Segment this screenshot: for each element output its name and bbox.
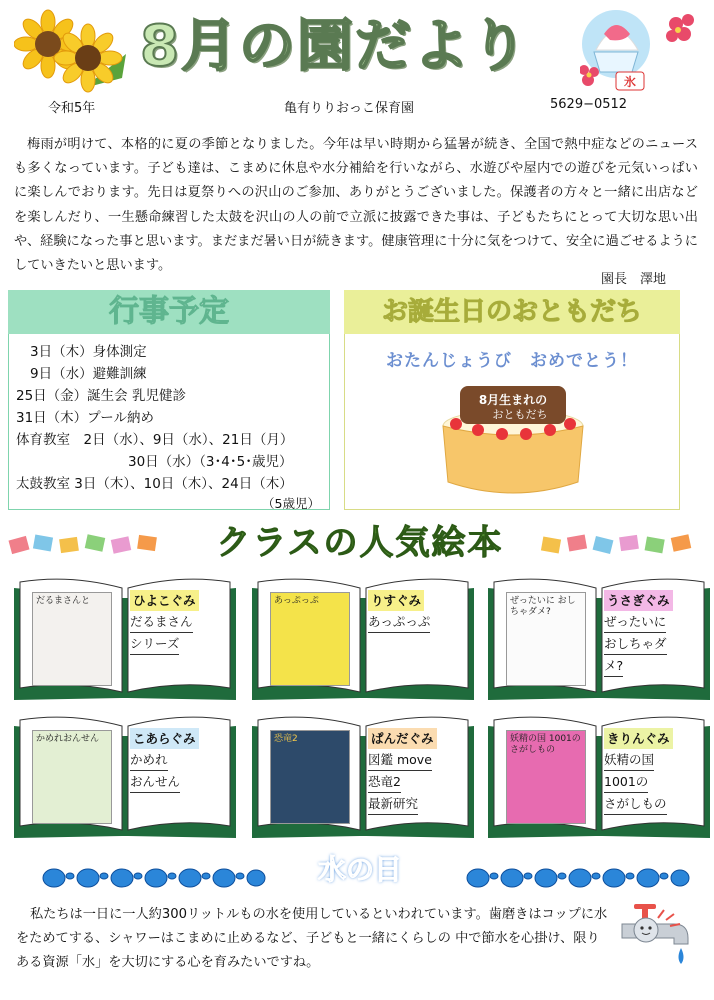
book-info bbox=[604, 728, 694, 815]
event-item: 25日（金）誕生会 乳児健診 bbox=[16, 388, 186, 404]
page-title: 8月の園だより bbox=[140, 14, 529, 79]
event-item: （5歳児） bbox=[262, 496, 320, 511]
cake-text-line-2: おともだち bbox=[492, 408, 548, 421]
book-cover-label: ぜったいに おしちゃダメ? bbox=[510, 596, 576, 617]
issue-date: 令和5年 bbox=[48, 101, 96, 116]
book-cover bbox=[32, 592, 112, 686]
school-name: 亀有りりおっこ保育園 bbox=[284, 101, 415, 116]
book-card bbox=[484, 574, 714, 704]
book-info bbox=[368, 590, 458, 633]
book-title-line: かめれ bbox=[130, 749, 168, 771]
class-name: こあらぐみ bbox=[130, 728, 199, 749]
book-title-line: おんせん bbox=[130, 771, 180, 793]
book-title-line: 最新研究 bbox=[368, 793, 418, 815]
book-title-line: 妖精の国 bbox=[604, 749, 654, 771]
water-drops-left bbox=[38, 862, 268, 892]
book-cover-label: かめれおんせん bbox=[36, 734, 100, 744]
kakigori-icon bbox=[580, 6, 702, 92]
book-cover-label: だるまさんと bbox=[36, 596, 91, 606]
book-title-line: おしちゃダ bbox=[604, 633, 667, 655]
book-title-line: 恐竜2 bbox=[368, 771, 401, 793]
water-day-text: 私たちは一日に一人約300リットルもの水を使用しているといわれています。歯磨きはコップに水をためてする、シャワーはこまめに止めるなど、子どもと一緒にくらしの 中で節水を心掛け、限りある資源「水」を大切にする心を育みたいですね。 bbox=[16, 907, 608, 970]
phone-number: 5629−0512 bbox=[550, 97, 628, 112]
birthday-title: お誕生日のおともだち bbox=[381, 297, 642, 327]
class-name: ぱんだぐみ bbox=[368, 728, 437, 749]
water-drops-right bbox=[462, 862, 692, 892]
book-cover bbox=[506, 730, 586, 824]
book-info bbox=[604, 590, 694, 677]
book-title-line: 図鑑 move bbox=[368, 749, 432, 771]
book-title-line: だるまさん bbox=[130, 611, 193, 633]
event-schedule-title: 行事予定 bbox=[109, 294, 229, 329]
book-cover bbox=[270, 730, 350, 824]
book-title-line: ぜったいに bbox=[604, 611, 666, 633]
kakigori-label: 氷 bbox=[623, 75, 637, 89]
intro-text: 梅雨が明けて、本格的に夏の季節となりました。今年は早い時期から猛暑が続き、全国で熱中症などのニュースも多くなっています。子ども達は、こまめに休息や水分補給を行いながら、水遊びや屋内での遊びを元気いっぱいに楽しんでおります。先日は夏祭りへの沢山のご参加、ありがとうございました。保護者の方々と一緒に出店などを楽しんだり、一生懸命練習した太鼓を沢山の人の前で立派に披露できた事は、子どもたちにとって大切な思い出や、経験になった事と思います。まだまだ暑い日が続きます。健康管理に十分に気をつけて、安全に過ごせるようにしていきたいと思います。 bbox=[14, 137, 698, 274]
birthday-message: おたんじょうび おめでとう！ bbox=[386, 351, 638, 371]
event-item: 体育教室 2日（水）、9日（水）、21日（月） bbox=[16, 432, 294, 448]
book-cover-label: 妖精の国 1001の さがしもの bbox=[510, 734, 581, 755]
faucet-icon bbox=[614, 904, 696, 994]
book-info bbox=[130, 728, 220, 793]
cake-text-line-1: 8月生まれの bbox=[478, 393, 548, 407]
book-title-line: さがしもの bbox=[604, 793, 667, 815]
cake-icon bbox=[438, 382, 588, 500]
event-item: 31日（木）プール納め bbox=[16, 410, 155, 426]
books-section-title: クラスの人気絵本 bbox=[216, 523, 504, 563]
book-cover bbox=[32, 730, 112, 824]
book-title-line: あっぷっぷ bbox=[368, 611, 430, 633]
principal-signature: 園長 澤地 bbox=[600, 272, 666, 287]
book-cover-label: 恐竜2 bbox=[274, 734, 298, 744]
class-name: りすぐみ bbox=[368, 590, 424, 611]
event-item: 3日（木）身体測定 bbox=[30, 344, 147, 360]
class-name: うさぎぐみ bbox=[604, 590, 673, 611]
class-name: きりんぐみ bbox=[604, 728, 673, 749]
book-title-line: 1001の bbox=[604, 771, 648, 793]
book-info bbox=[130, 590, 220, 655]
book-card bbox=[248, 574, 478, 704]
class-name: ひよこぐみ bbox=[130, 590, 199, 611]
event-item: 9日（水）避難訓練 bbox=[30, 366, 147, 382]
books-decoration-left bbox=[8, 532, 176, 556]
book-card bbox=[248, 712, 478, 842]
event-item: 太鼓教室 3日（木）、10日（木）、24日（木） bbox=[16, 476, 293, 492]
water-day-title: 水の日 bbox=[317, 853, 402, 886]
book-title-line: メ? bbox=[604, 655, 623, 677]
books-decoration-right bbox=[540, 532, 708, 556]
book-cover bbox=[506, 592, 586, 686]
book-title-line: シリーズ bbox=[130, 633, 179, 655]
book-cover bbox=[270, 592, 350, 686]
book-card bbox=[484, 712, 714, 842]
event-item: 30日（水）（3･4･5･歳児） bbox=[128, 454, 293, 470]
sunflower-icon bbox=[14, 8, 134, 94]
book-card bbox=[10, 712, 240, 842]
book-cover-label: あっぷっぷ bbox=[274, 596, 319, 606]
book-info bbox=[368, 728, 458, 815]
book-card bbox=[10, 574, 240, 704]
